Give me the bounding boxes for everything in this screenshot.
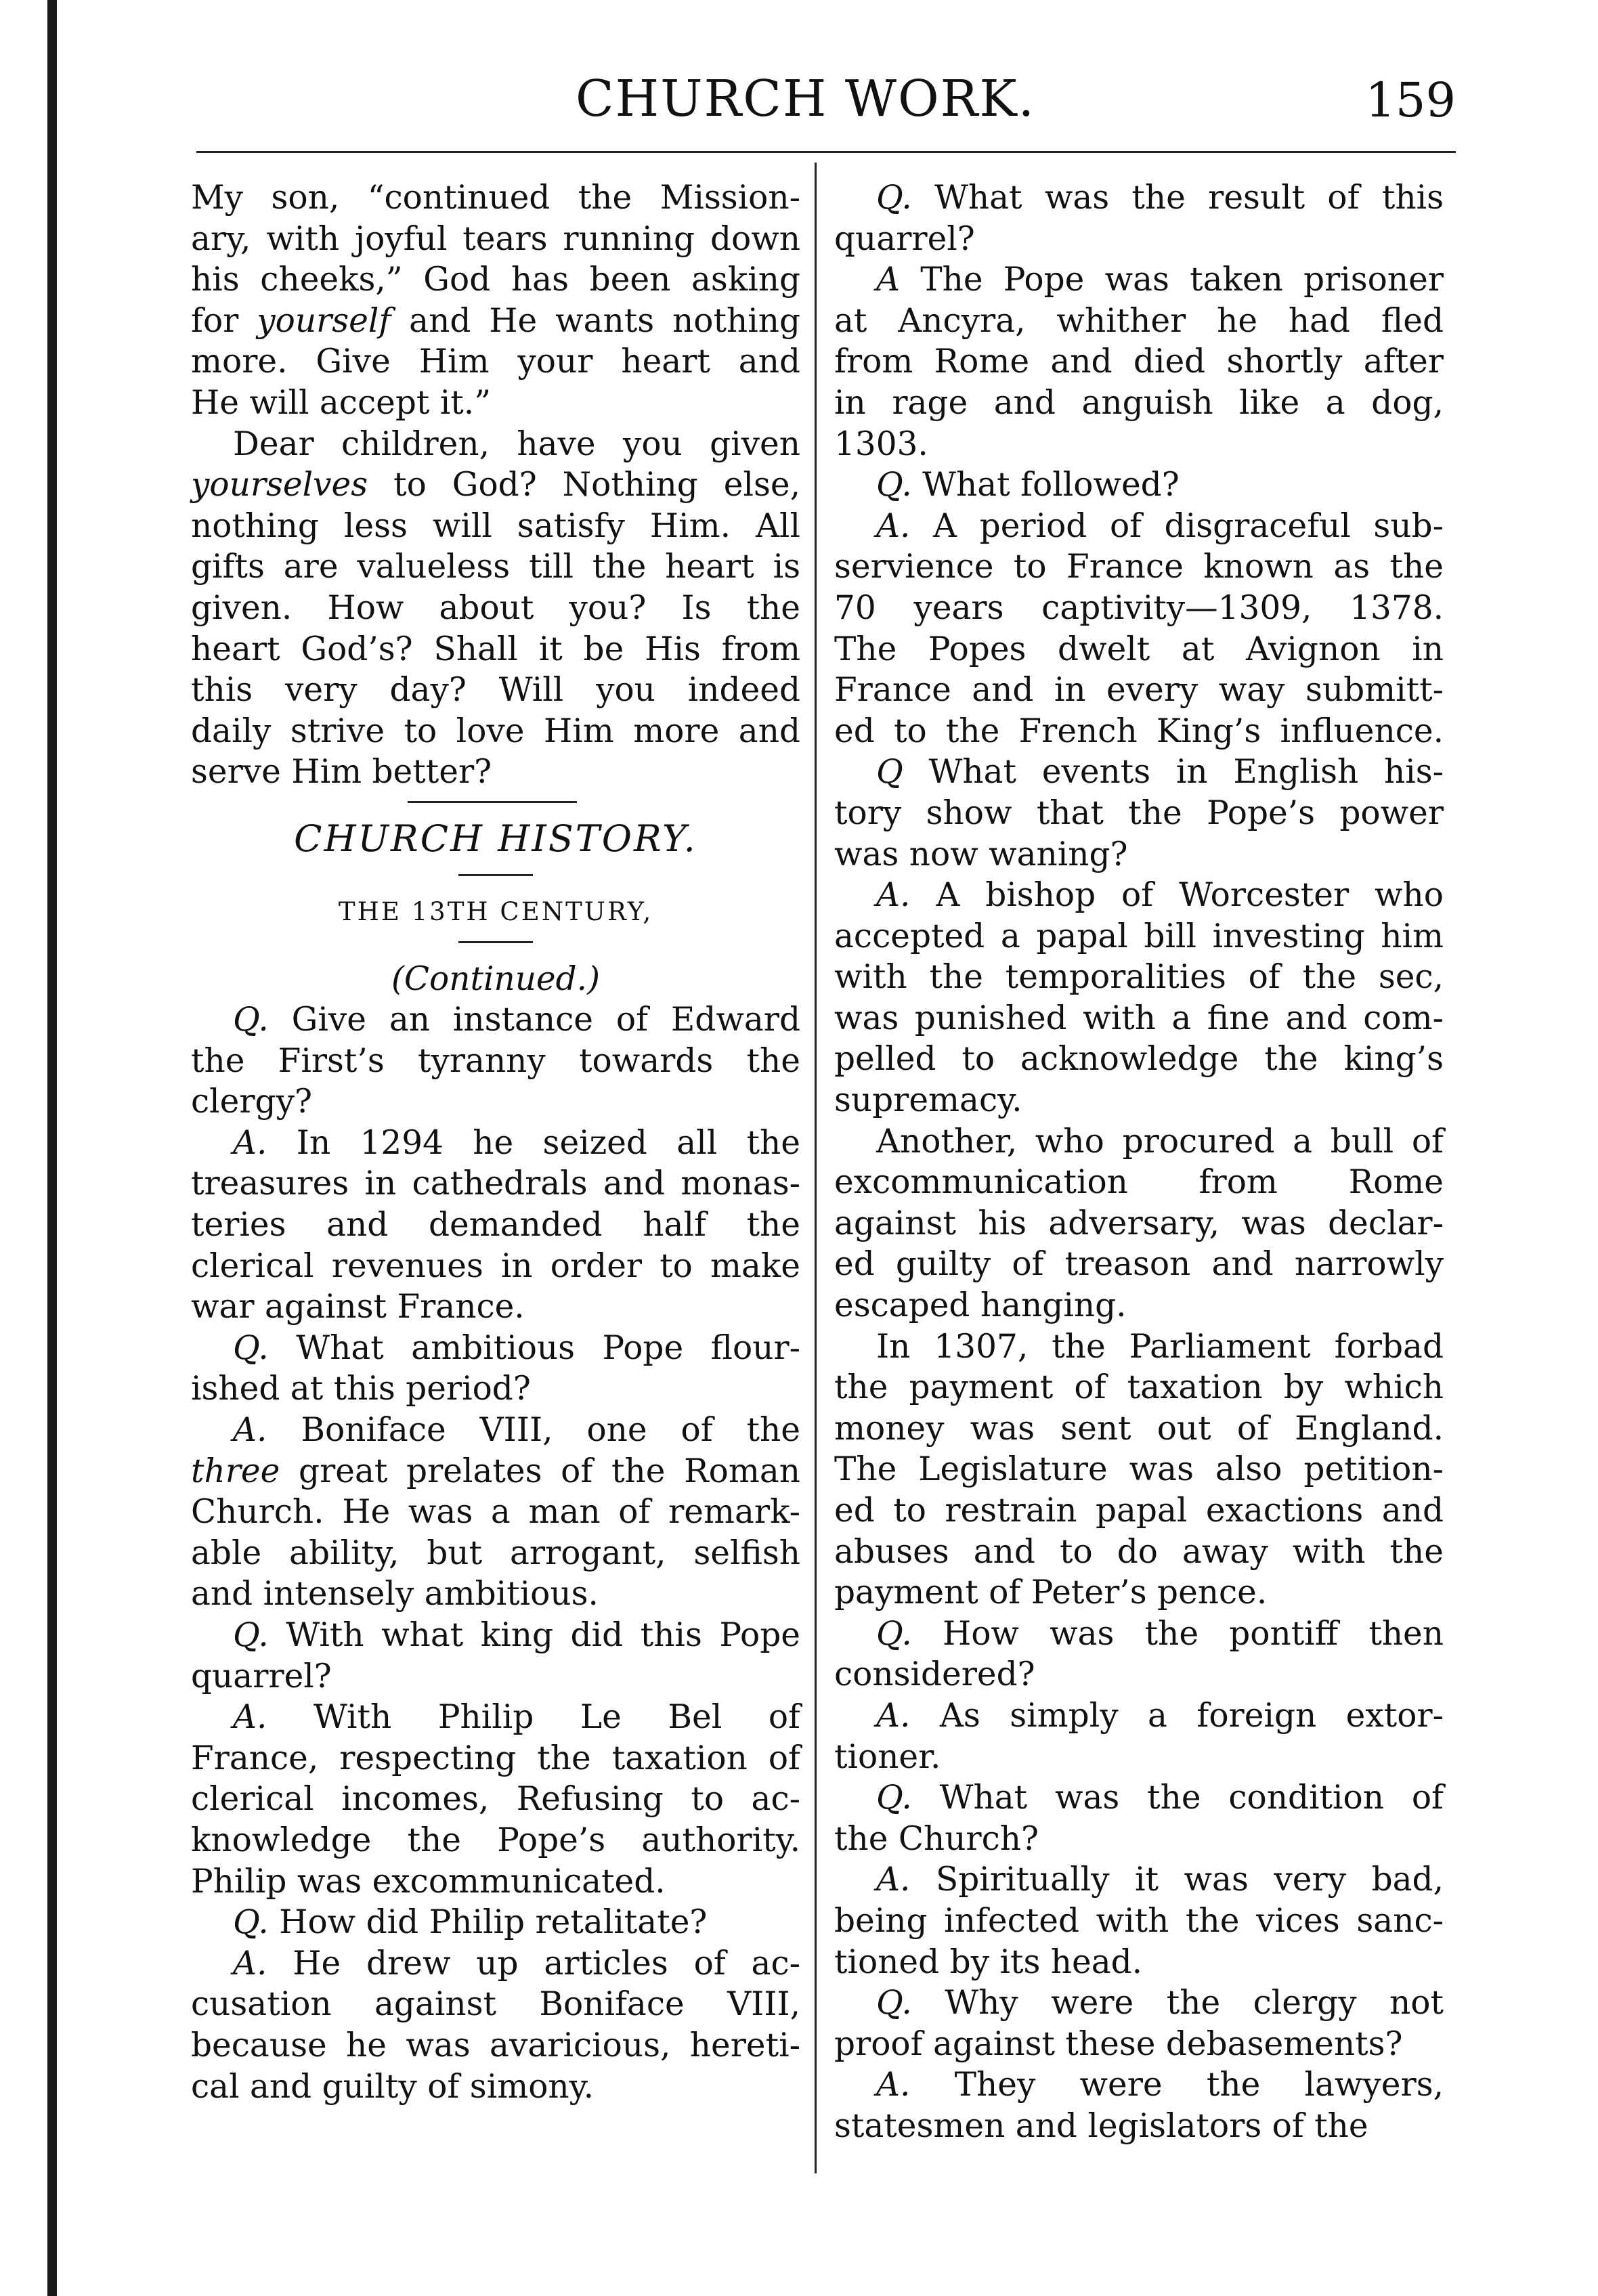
qa-line: abuses and to do away with the	[834, 1532, 1444, 1571]
qa-line: The Popes dwelt at Avignon in	[834, 630, 1444, 668]
qa-line: knowledge the Pope’s authority.	[191, 1821, 800, 1859]
qa-line: France, respecting the taxation of	[191, 1739, 800, 1777]
qa-line: Q. With what king did this Pope	[233, 1616, 800, 1654]
qa-line: because he was avaricious, hereti-	[191, 2026, 800, 2064]
header-rule	[196, 151, 1456, 153]
story-line: given. How about you? Is the	[191, 588, 800, 627]
qa-line: clerical incomes, Refusing to ac-	[191, 1780, 800, 1819]
qa-line: tioner.	[834, 1737, 941, 1776]
qa-line: Q. Why were the clergy not	[876, 1984, 1444, 2022]
qa-line: treasures in cathedrals and monas-	[191, 1165, 800, 1203]
qa-line: Q. How was the pontiff then	[876, 1614, 1444, 1653]
qa-line: Q. What was the condition of	[876, 1779, 1444, 1817]
story-line: more. Give Him your heart and	[191, 343, 800, 381]
qa-line: ed to restrain papal exactions and	[834, 1492, 1444, 1530]
qa-line: money was sent out of England.	[834, 1409, 1444, 1448]
qa-line: 1303.	[834, 425, 928, 463]
qa-line: the Church?	[834, 1819, 1039, 1858]
story-line: daily strive to love Him more and	[191, 712, 800, 750]
qa-line: cusation against Boniface VIII,	[191, 1985, 800, 2024]
qa-line: A. With Philip Le Bel of	[233, 1698, 800, 1737]
qa-line: ed to the French King’s influence.	[834, 712, 1444, 750]
qa-line: Q. What followed?	[876, 466, 1180, 504]
qa-line: excommunication from Rome	[834, 1163, 1444, 1202]
qa-line: quarrel?	[191, 1657, 332, 1695]
qa-line: proof against these debasements?	[834, 2024, 1403, 2063]
qa-line: against his adversary, was declar-	[834, 1204, 1444, 1242]
column-divider	[815, 163, 817, 2173]
continued-rule	[191, 933, 800, 959]
story-line: yourselves to God? Nothing else,	[191, 466, 800, 504]
qa-line: servience to France known as the	[834, 548, 1444, 586]
qa-line: teries and demanded half the	[191, 1206, 800, 1244]
qa-line: pelled to acknowledge the king’s	[834, 1040, 1444, 1079]
qa-line: cal and guilty of simony.	[191, 2067, 595, 2106]
continued-note: (Continued.)	[391, 959, 601, 998]
qa-line: A. They were the lawyers,	[876, 2066, 1444, 2104]
qa-line: accepted a papal bill investing him	[834, 917, 1444, 955]
qa-line: and intensely ambitious.	[191, 1575, 599, 1613]
qa-line: Q. What was the result of this	[876, 179, 1444, 217]
story-line: Dear children, have you given	[233, 425, 800, 463]
qa-line: tioned by its head.	[834, 1943, 1143, 1981]
qa-line: from Rome and died shortly after	[834, 343, 1444, 381]
right-column	[834, 177, 1444, 2147]
qa-line: quarrel?	[834, 219, 975, 258]
story-line: for yourself and He wants nothing	[191, 301, 800, 340]
qa-line: three great prelates of the Roman	[191, 1452, 800, 1490]
qa-line: Church. He was a man of remark-	[191, 1493, 800, 1532]
section-heading: CHURCH HISTORY.	[294, 817, 697, 860]
qa-line: the First’s tyranny towards the	[191, 1041, 800, 1080]
qa-line: payment of Peter’s pence.	[834, 1574, 1268, 1612]
qa-line: A. He drew up articles of ac-	[233, 1944, 800, 1983]
page-header	[196, 64, 1456, 146]
qa-line: France and in every way submitt-	[834, 671, 1444, 710]
qa-line: A. As simply a foreign extor-	[876, 1696, 1444, 1735]
story-line: nothing less will satisfy Him. All	[191, 506, 800, 545]
qa-line: Another, who procured a bull of	[876, 1122, 1444, 1161]
qa-line: at Ancyra, whither he had fled	[834, 301, 1444, 340]
qa-line: escaped hanging.	[834, 1286, 1127, 1325]
story-line: gifts are valueless till the heart is	[191, 548, 800, 586]
qa-line: considered?	[834, 1655, 1035, 1694]
story-line: his cheeks,” God has been asking	[191, 261, 800, 299]
section-rule	[191, 793, 800, 819]
qa-line: statesmen and legislators of the	[834, 2106, 1368, 2145]
story-line: My son, “continued the Mission-	[191, 179, 800, 217]
qa-line: A The Pope was taken prisoner	[876, 261, 1444, 299]
qa-line: war against France.	[191, 1288, 525, 1326]
qa-line: clergy?	[191, 1083, 313, 1121]
qa-line: Q What events in English his-	[876, 753, 1444, 792]
qa-line: In 1307, the Parliament forbad	[876, 1327, 1444, 1366]
qa-line: A. A bishop of Worcester who	[876, 876, 1444, 915]
story-line: this very day? Will you indeed	[191, 671, 800, 710]
qa-line: The Legislature was also petition-	[834, 1450, 1444, 1489]
qa-line: in rage and anguish like a dog,	[834, 383, 1444, 422]
story-line: He will accept it.”	[191, 383, 491, 422]
qa-line: supremacy.	[834, 1081, 1022, 1120]
story-line: ary, with joyful tears running down	[191, 219, 800, 258]
qa-line: Philip was excommunicated.	[191, 1862, 666, 1901]
running-title: CHURCH WORK.	[576, 70, 1036, 128]
qa-line: Q. What ambitious Pope flour-	[233, 1328, 800, 1367]
qa-line: tory show that the Pope’s power	[834, 794, 1444, 832]
qa-line: being infected with the vices sanc-	[834, 1901, 1444, 1940]
qa-line: Q. How did Philip retalitate?	[233, 1903, 708, 1942]
qa-line: A. A period of disgraceful sub-	[876, 506, 1444, 545]
subsection-rule	[191, 866, 800, 892]
qa-line: with the temporalities of the sec,	[834, 958, 1444, 997]
page-binding-edge	[47, 0, 57, 2296]
section-subheading: THE 13TH CENTURY,	[338, 896, 653, 926]
qa-line: A. Spiritually it was very bad,	[876, 1861, 1444, 1899]
qa-line: was punished with a fine and com-	[834, 999, 1444, 1037]
page-number: 159	[1365, 72, 1456, 128]
qa-line: ished at this period?	[191, 1370, 531, 1408]
qa-line: clerical revenues in order to make	[191, 1247, 800, 1285]
story-line: heart God’s? Shall it be His from	[191, 630, 800, 668]
qa-line: Q. Give an instance of Edward	[233, 1001, 800, 1039]
left-column	[191, 177, 800, 2107]
qa-line: ed guilty of treason and narrowly	[834, 1245, 1444, 1284]
qa-line: A. Boniface VIII, one of the	[233, 1411, 800, 1450]
qa-line: A. In 1294 he seized all the	[233, 1123, 800, 1162]
qa-line: 70 years captivity—1309, 1378.	[834, 588, 1444, 627]
qa-line: was now waning?	[834, 835, 1128, 873]
story-line: serve Him better?	[191, 753, 492, 792]
qa-line: the payment of taxation by which	[834, 1368, 1444, 1407]
qa-line: able ability, but arrogant, selfish	[191, 1534, 800, 1572]
